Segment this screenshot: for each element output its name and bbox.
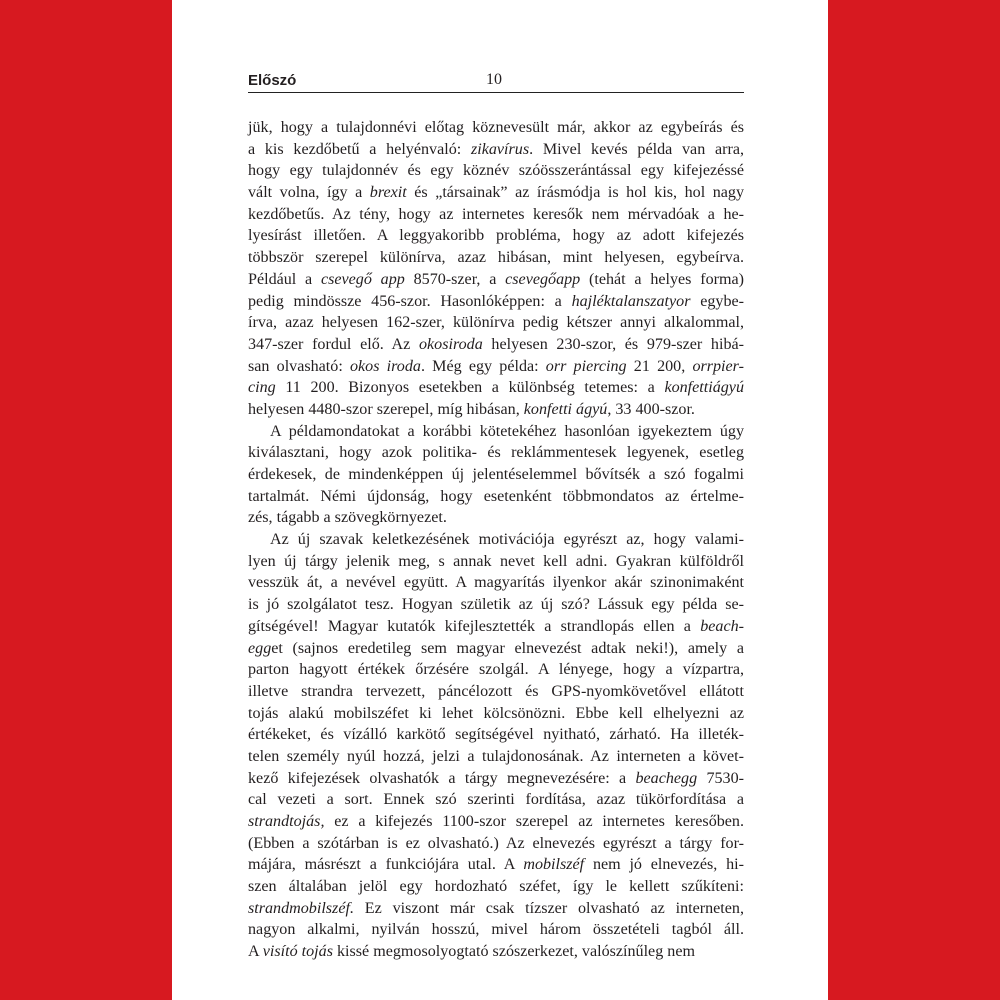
italic-term: beachegg xyxy=(635,769,698,787)
italic-term: orrpier- xyxy=(692,357,744,375)
text-run: értékeket, és vízálló karkötő segítségével nyitható, zárható. Ha illeték- xyxy=(248,726,744,744)
text-run: et (sajnos eredetileg sem magyar elnevezést adtak neki!), amely a xyxy=(271,639,744,657)
text-line xyxy=(248,182,744,204)
text-line xyxy=(248,464,744,486)
text-run: vált volna, így a xyxy=(248,184,370,202)
text-run: vesszük át, a nevével együtt. A magyarítás ilyenkor akár szinonimaként xyxy=(248,574,744,592)
text-run: A példamondatokat a korábbi kötetekéhez hasonlóan igyekeztem úgy xyxy=(270,422,744,440)
text-line xyxy=(248,334,744,356)
text-line xyxy=(248,898,744,920)
italic-term: orr piercing xyxy=(545,357,627,375)
text-run: 8570-szer, a xyxy=(404,270,506,288)
italic-term: egg xyxy=(248,639,272,657)
text-run: Például a xyxy=(248,270,321,288)
text-run: lyesírást illetően. A leggyakoribb probléma, hogy az adott kifejezés xyxy=(248,227,744,245)
text-run: kező kifejezések olvashatók a tárgy megnevezésére: a xyxy=(248,769,636,787)
text-run: érdekesek, de mindenképpen új jelentéselemmel bővítsék a szó fogalmi xyxy=(248,466,744,483)
text-line xyxy=(248,117,744,139)
paragraph xyxy=(248,117,744,421)
text-run: illetve strandra tervezett, páncélozott és GPS-nyomkövetővel ellátott xyxy=(248,682,744,700)
text-line xyxy=(248,377,744,399)
text-run: pedig mindössze 456-szor. Hasonlóképpen: a xyxy=(248,292,572,310)
text-run: Az új szavak keletkezésének motivációja egyrészt az, hogy valami- xyxy=(270,531,744,549)
text-line xyxy=(248,638,744,660)
text-run: kezdőbetűs. Az tény, hogy az internetes keresők nem mérvadóak a he- xyxy=(248,205,744,223)
text-line xyxy=(248,225,744,247)
text-line xyxy=(248,399,744,421)
text-line xyxy=(248,312,744,334)
text-run: , 33 400-szor. xyxy=(607,400,695,418)
text-run: írva, azaz helyesen 162-szer, különírva pedig kétszer annyi alkalommal, xyxy=(248,314,744,332)
italic-term: brexit xyxy=(369,184,407,202)
text-run: . Mivel kevés példa van arra, xyxy=(529,140,744,158)
italic-term: konfetti ágyú xyxy=(523,400,608,418)
italic-term: strandtojás, xyxy=(248,813,325,830)
text-line xyxy=(248,204,744,226)
text-line xyxy=(248,659,744,681)
text-line xyxy=(248,139,744,161)
text-run: nagyon alkalmi, nyilván hosszú, mivel három összetételi tagból áll. xyxy=(248,921,744,939)
text-line xyxy=(248,486,744,508)
text-run: . Még egy példa: xyxy=(420,357,546,375)
text-run: gítségével! Magyar kutatók kifejlesztették a strandlopás ellen a xyxy=(248,617,701,635)
text-line xyxy=(248,919,744,941)
text-run: helyesen 4480-szor szerepel, míg hibásan, xyxy=(248,400,524,418)
text-line xyxy=(248,442,744,464)
text-run: san olvasható: xyxy=(248,357,350,375)
italic-term: cing xyxy=(248,379,276,397)
text-run: 347-szer fordul elő. Az xyxy=(248,335,419,353)
italic-term: beach- xyxy=(700,617,744,635)
italic-term: hajléktalanszatyor xyxy=(571,292,691,310)
text-run: Ez viszont már csak tízszer olvasható az interneten, xyxy=(353,899,744,917)
text-line xyxy=(248,746,744,768)
text-line xyxy=(248,681,744,703)
text-run: 11 200. Bizonyos esetekben a különbség tetemes: a xyxy=(275,379,665,397)
text-line xyxy=(248,768,744,790)
italic-term: csevegőapp xyxy=(505,270,581,288)
italic-term: visító tojás xyxy=(262,943,333,961)
italic-term: zikavírus xyxy=(470,140,530,158)
text-run: tartalmát. Némi újdonság, hogy esetenként többmondatos az értelme- xyxy=(248,487,744,505)
running-header xyxy=(248,70,744,93)
text-line xyxy=(248,269,744,291)
text-line xyxy=(248,811,744,833)
text-run: és „társainak” az írásmódja is hol kis, hol nagy xyxy=(406,184,745,202)
italic-term: csevegő app xyxy=(320,270,405,288)
italic-term: okos iroda xyxy=(349,357,421,375)
text-line xyxy=(248,594,744,616)
paragraph xyxy=(248,421,744,529)
text-line xyxy=(248,616,744,638)
text-run: szen általában jelöl egy hordozható széfet, így le kellett szűkíteni: xyxy=(248,878,744,896)
text-run: A xyxy=(248,943,263,961)
text-line xyxy=(248,551,744,573)
text-run: (Ebben a szótárban is ez olvasható.) Az elnevezés egyrészt a tárgy for- xyxy=(248,834,744,852)
text-line xyxy=(248,572,744,594)
text-line xyxy=(248,421,744,443)
body-text xyxy=(248,117,744,963)
text-run: kissé megmosolyogtató szószerkezet, valószínűleg nem xyxy=(332,943,695,961)
text-line xyxy=(248,876,744,898)
text-run: 7530- xyxy=(697,769,744,787)
text-run: zés, tágabb a szövegkörnyezet. xyxy=(248,509,447,527)
text-run: parton hagyott értékek őrzésére szolgál. A lényege, hogy a vízpartra, xyxy=(248,661,744,679)
italic-term: okosiroda xyxy=(418,335,483,353)
page-number: 10 xyxy=(486,71,502,88)
text-line xyxy=(248,160,744,182)
text-run: kiválasztani, hogy azok politika- és reklámmentesek legyenek, esetleg xyxy=(248,444,744,462)
text-line xyxy=(248,529,744,551)
text-run: jük, hogy a tulajdonnévi előtag köznevesült már, akkor az egybeírás és xyxy=(248,119,744,136)
text-line xyxy=(248,833,744,855)
section-title: Előszó xyxy=(248,72,297,89)
text-run: is jó szolgálatot tesz. Hogyan születik az új szó? Lássuk egy példa se- xyxy=(248,596,744,614)
text-run: nem jó elnevezés, hi- xyxy=(584,856,745,874)
text-run: a kis kezdőbetű a helyénvaló: xyxy=(248,140,471,158)
italic-term: konfettiágyú xyxy=(664,379,744,397)
text-line xyxy=(248,941,744,963)
text-run: (tehát a helyes forma) xyxy=(580,270,744,288)
text-line xyxy=(248,507,744,529)
text-line xyxy=(248,854,744,876)
book-page xyxy=(172,0,828,1000)
text-run: hogy egy tulajdonnév és egy köznév szóösszerántással egy kifejezéssé xyxy=(248,162,744,180)
text-run: tojás alakú mobilszéfet ki lehet kölcsönözni. Ebbe kell elhelyezni az xyxy=(248,704,744,722)
paragraph xyxy=(248,529,744,963)
text-line xyxy=(248,356,744,378)
text-line xyxy=(248,703,744,725)
text-line xyxy=(248,291,744,313)
text-run: májára, másrészt a funkciójára utal. A xyxy=(248,856,524,874)
text-run: cal vezeti a sort. Ennek szó szerinti fordítása, azaz tükörfordítása a xyxy=(248,791,744,809)
text-run: egybe- xyxy=(690,292,744,310)
text-line xyxy=(248,724,744,746)
text-run: telen személy nyúl hozzá, jelzi a tulajdonosának. Az interneten a követ- xyxy=(248,747,744,765)
text-run: többször szerepel különírva, azaz hibásan, mint helyesen, egybeírva. xyxy=(248,249,744,267)
text-line xyxy=(248,789,744,811)
text-run: ez a kifejezés 1100-szor szerepel az internetes keresőben. xyxy=(324,813,744,830)
italic-term: mobilszéf xyxy=(523,856,585,874)
text-run: helyesen 230-szor, és 979-szer hibá- xyxy=(482,335,744,353)
text-run: lyen új tárgy jelenik meg, s annak nevet kell adni. Gyakran külföldről xyxy=(248,552,744,570)
text-run: 21 200, xyxy=(626,357,693,375)
text-line xyxy=(248,247,744,269)
italic-term: strandmobilszéf. xyxy=(248,899,354,917)
